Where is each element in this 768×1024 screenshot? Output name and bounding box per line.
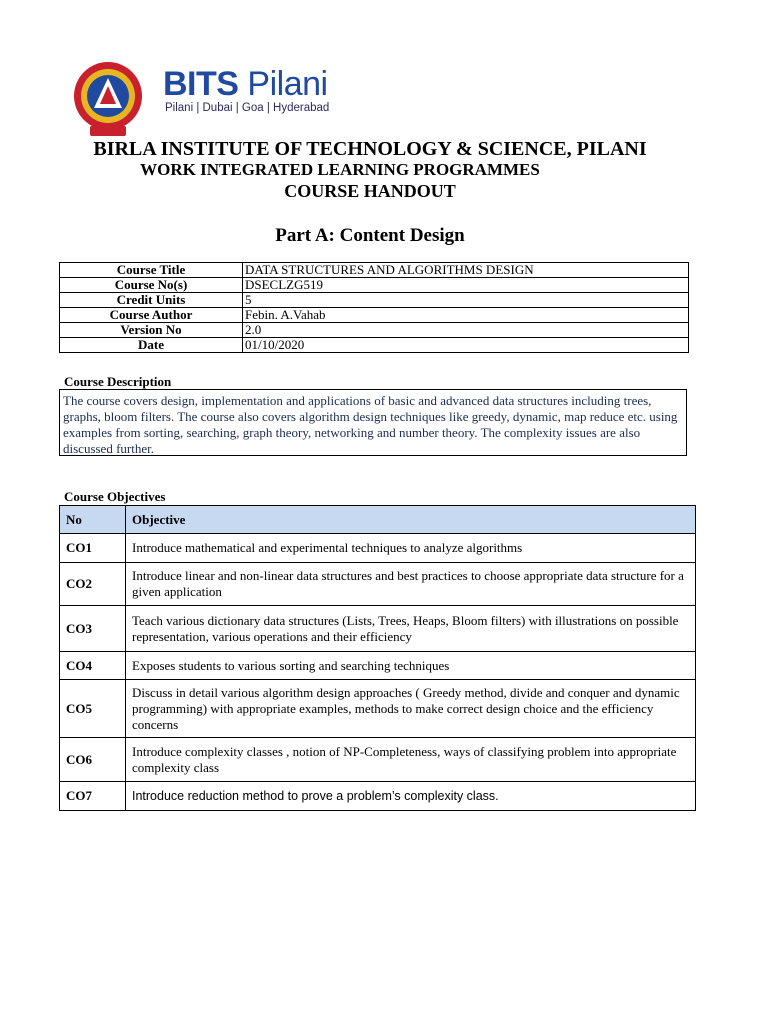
- objective-text: Introduce linear and non-linear data structures and best practices to choose appropriate data structure for a given application: [126, 563, 696, 606]
- bits-pilani-logo: [60, 60, 330, 140]
- objective-no: CO5: [60, 680, 126, 738]
- info-value: DATA STRUCTURES AND ALGORITHMS DESIGN: [243, 263, 689, 278]
- objective-text: Introduce complexity classes , notion of NP-Completeness, ways of classifying problem into appropriate complexity class: [126, 738, 696, 782]
- course-description-label: Course Description: [64, 374, 172, 389]
- objective-no: CO1: [60, 534, 126, 563]
- objective-no: CO3: [60, 606, 126, 652]
- info-row-course-author: [60, 308, 689, 323]
- bits-seal-icon: [60, 60, 160, 140]
- objective-row-co6: [60, 738, 696, 782]
- institute-title: BIRLA INSTITUTE OF TECHNOLOGY & SCIENCE, PILANI: [93, 138, 647, 160]
- info-row-credit-units: [60, 293, 689, 308]
- info-key: Credit Units: [60, 293, 243, 308]
- objective-no: CO2: [60, 563, 126, 606]
- info-value: 5: [243, 293, 689, 308]
- info-key: Course Title: [60, 263, 243, 278]
- info-row-date: [60, 338, 689, 353]
- info-key: Date: [60, 338, 243, 353]
- objective-row-co3: [60, 606, 696, 652]
- info-value: Febin. A.Vahab: [243, 308, 689, 323]
- objective-row-co2: [60, 563, 696, 606]
- objective-row-co4: [60, 652, 696, 680]
- objective-row-co7: [60, 782, 696, 811]
- objective-no: CO7: [60, 782, 126, 811]
- header-objective: Objective: [126, 506, 696, 534]
- objective-text: Exposes students to various sorting and searching techniques: [126, 652, 696, 680]
- objectives-header-row: [60, 506, 696, 534]
- objective-text: Introduce reduction method to prove a problem’s complexity class.: [126, 782, 696, 811]
- info-key: Version No: [60, 323, 243, 338]
- document-type: COURSE HANDOUT: [284, 181, 456, 201]
- info-value: DSECLZG519: [243, 278, 689, 293]
- course-objectives-label: Course Objectives: [64, 489, 166, 504]
- info-row-course-title: [60, 263, 689, 278]
- header-no: No: [60, 506, 126, 534]
- info-value: 01/10/2020: [243, 338, 689, 353]
- info-value: 2.0: [243, 323, 689, 338]
- course-description-text: The course covers design, implementation and applications of basic and advanced data structures including trees, graphs, bloom filters. The course also covers algorithm design techniques like greedy, dynamic, map reduce etc. using examples from sorting, searching, graph theory, networking and number theory. The complexity issues are also discussed further.: [59, 389, 687, 456]
- course-info-table: [59, 262, 689, 353]
- brand-wordmark: BITS Pilani: [163, 65, 328, 103]
- part-title: Part A: Content Design: [275, 225, 465, 246]
- programme-title: WORK INTEGRATED LEARNING PROGRAMMES: [140, 160, 540, 179]
- info-key: Course No(s): [60, 278, 243, 293]
- objective-no: CO6: [60, 738, 126, 782]
- campus-list: Pilani | Dubai | Goa | Hyderabad: [165, 102, 330, 114]
- objective-no: CO4: [60, 652, 126, 680]
- info-row-version-no: [60, 323, 689, 338]
- objective-text: Introduce mathematical and experimental techniques to analyze algorithms: [126, 534, 696, 563]
- objective-text: Discuss in detail various algorithm design approaches ( Greedy method, divide and conquer and dynamic programming) with appropriate examples, methods to make correct design choice and the efficiency concerns: [126, 680, 696, 738]
- course-objectives-table: [59, 505, 696, 811]
- info-row-course-no: [60, 278, 689, 293]
- objective-text: Teach various dictionary data structures (Lists, Trees, Heaps, Bloom filters) with illustrations on possible representation, various operations and their efficiency: [126, 606, 696, 652]
- info-key: Course Author: [60, 308, 243, 323]
- objective-row-co1: [60, 534, 696, 563]
- objective-row-co5: [60, 680, 696, 738]
